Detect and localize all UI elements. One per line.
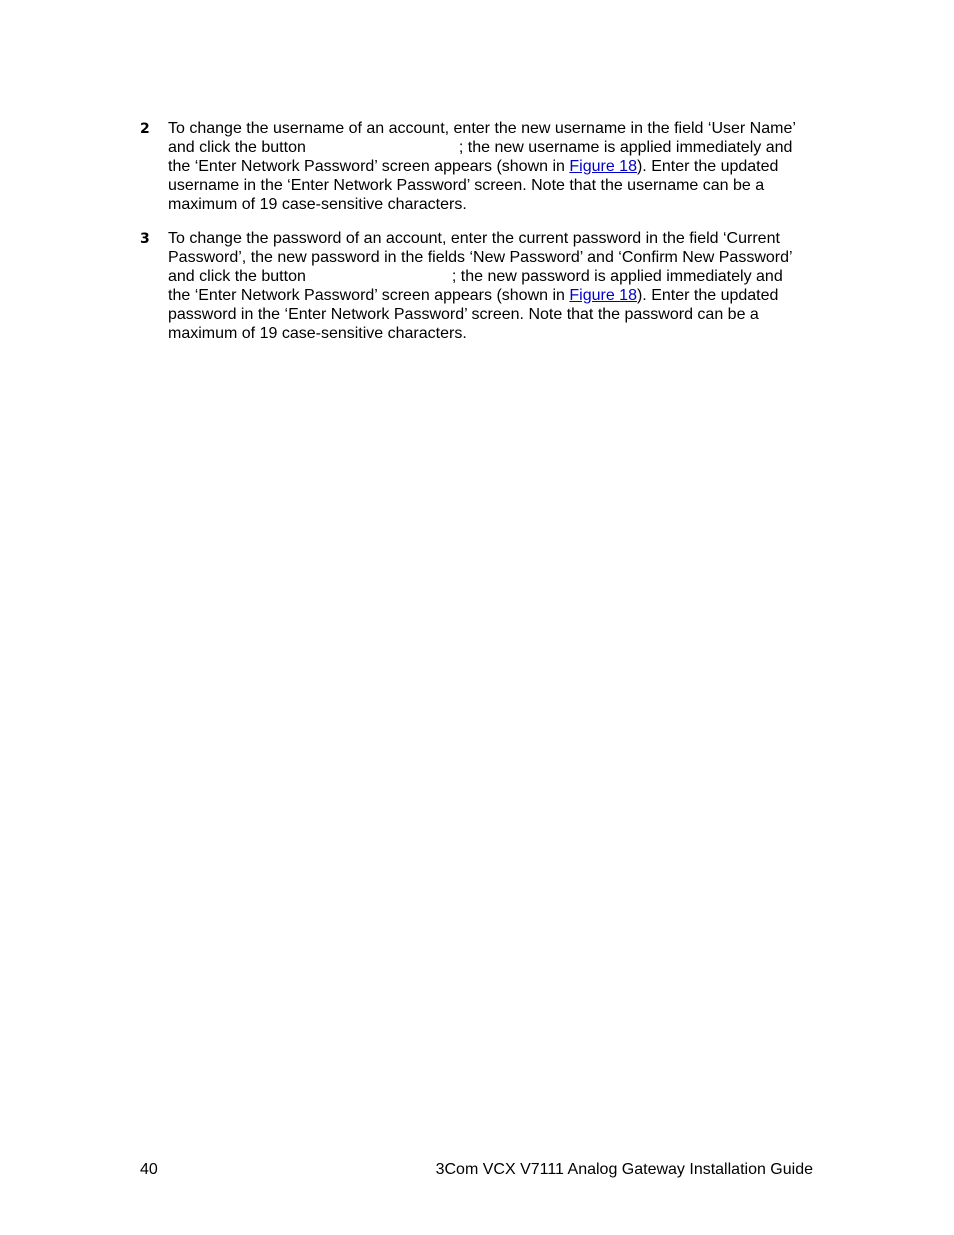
text-segment: the ‘Enter Network Password’ screen appears (shown in [168, 157, 570, 175]
text-line [168, 287, 828, 306]
text-segment: ). Enter the updated [636, 286, 779, 304]
text-segment: ). Enter the updated [636, 157, 779, 175]
text-line: maximum of 19 case-sensitive characters. [168, 195, 467, 213]
text-line [168, 139, 828, 158]
text-segment: and click the button [168, 267, 306, 285]
step-text [168, 120, 828, 215]
text-line: To change the password of an account, enter the current password in the field ‘Current [168, 230, 780, 247]
text-line [168, 158, 828, 177]
text-line [168, 268, 828, 287]
figure-18-link[interactable]: Figure 18 [569, 157, 637, 175]
text-line: To change the username of an account, enter the new username in the field ‘User Name’ [168, 120, 796, 137]
text-line: username in the ‘Enter Network Password’ screen. Note that the username can be a [168, 176, 765, 194]
text-segment: ; the new password is applied immediately and [451, 267, 783, 285]
document-title: 3Com VCX V7111 Analog Gateway Installation Guide [435, 1161, 813, 1178]
text-line: Password’, the new password in the fields ‘New Password’ and ‘Confirm New Password’ [168, 248, 793, 266]
text-line: password in the ‘Enter Network Password’ screen. Note that the password can be a [168, 305, 759, 323]
step-number: 3 [140, 231, 150, 247]
step-number: 2 [140, 121, 150, 137]
text-segment: and click the button [168, 138, 306, 156]
text-line: maximum of 19 case-sensitive characters. [168, 324, 467, 342]
figure-18-link[interactable]: Figure 18 [569, 286, 637, 304]
text-segment: ; the new username is applied immediately and [458, 138, 793, 156]
step-text [168, 230, 828, 343]
text-segment: the ‘Enter Network Password’ screen appears (shown in [168, 286, 570, 304]
page-number: 40 [140, 1161, 158, 1178]
